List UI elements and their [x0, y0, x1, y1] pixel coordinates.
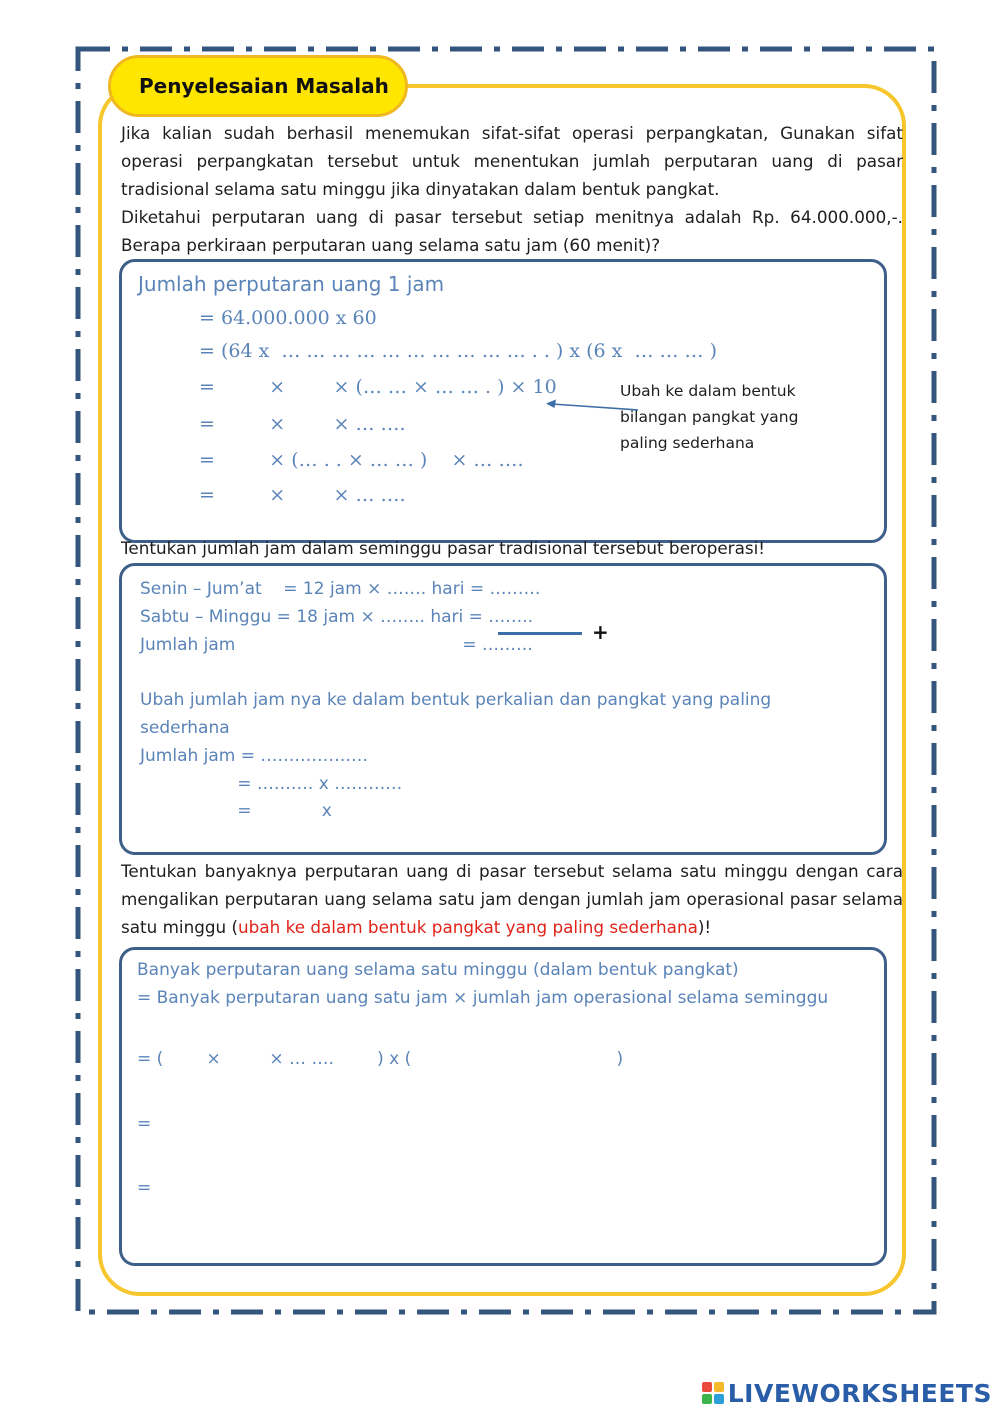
- hint-note-line-1: Ubah ke dalam bentuk: [620, 382, 796, 400]
- box2-instruction-2: sederhana: [140, 718, 230, 738]
- box3-line-2: = Banyak perputaran uang satu jam × jumlah jam operasional selama seminggu: [137, 988, 829, 1008]
- box2-calc-3: = x: [140, 801, 332, 821]
- answer-box-hours[interactable]: [119, 563, 887, 855]
- box1-line-2: = (64 x … … … … … … … … … … . . ) x (6 x … … … ): [199, 340, 718, 362]
- hint-note: [620, 378, 798, 456]
- box3-eq-3: =: [137, 1178, 152, 1198]
- intro-paragraph: Jika kalian sudah berhasil menemukan sifat-sifat operasi perpangkatan, Gunakan sifat operasi perpangkatan tersebut untuk menentukan jumlah perputaran uang di pasar tradisional selama satu minggu jika dinyatakan dalam bentuk pangkat.: [121, 123, 903, 199]
- sum-divider-line: [498, 632, 582, 635]
- question-hours-per-week: Tentukan jumlah jam dalam seminggu pasar tradisional tersebut beroperasi!: [121, 538, 765, 558]
- liveworksheets-logo[interactable]: [702, 1378, 992, 1408]
- logo-mark-icon: [702, 1382, 724, 1404]
- hint-note-line-3: paling sederhana: [620, 434, 755, 452]
- question3-red-text: ubah ke dalam bentuk pangkat yang paling sederhana: [238, 917, 698, 937]
- given-paragraph: Diketahui perputaran uang di pasar tersebut setiap menitnya adalah Rp. 64.000.000,-. Berapa perkiraan perputaran uang selama satu jam (60 menit)?: [121, 207, 903, 255]
- box1-line-4: = × × … ….: [199, 413, 406, 435]
- box1-line-1: = 64.000.000 x 60: [199, 307, 377, 329]
- hint-note-line-2: bilangan pangkat yang: [620, 408, 799, 426]
- box2-weekday-line: Senin – Jum’at = 12 jam × ……. hari = ………: [140, 579, 541, 599]
- box3-eq-1: = ( × × … …. ) x ( ): [137, 1049, 624, 1069]
- plus-sign: +: [592, 620, 609, 644]
- box2-calc-2: = ………. x …………: [140, 774, 403, 794]
- answer-box-weekly[interactable]: [119, 947, 887, 1266]
- box1-line-3: = × × (… … × … … . ) × 10: [199, 376, 557, 398]
- question3-end: )!: [697, 917, 712, 937]
- question3-text: Tentukan banyaknya perputaran uang di pasar tersebut selama satu minggu dengan cara mengalikan perputaran uang selama satu jam dengan jumlah jam operasional pasar selama satu minggu (: [121, 861, 903, 937]
- box3-eq-2: =: [137, 1114, 152, 1134]
- box1-line-6: = × × … ….: [199, 484, 406, 506]
- box1-line-5: = × (… . . × … … ) × … ….: [199, 449, 524, 471]
- box2-calc-1: Jumlah jam = ……………….: [140, 746, 368, 766]
- section-title: Penyelesaian Masalah: [108, 55, 408, 117]
- box2-weekend-line: Sabtu – Minggu = 18 jam × …….. hari = ……..: [140, 607, 534, 627]
- logo-text: LIVEWORKSHEETS: [727, 1378, 992, 1408]
- box1-heading: Jumlah perputaran uang 1 jam: [138, 272, 445, 296]
- box3-line-1: Banyak perputaran uang selama satu minggu (dalam bentuk pangkat): [137, 960, 739, 980]
- question-weekly-total: [121, 857, 903, 941]
- answer-box-hourly[interactable]: [119, 259, 887, 543]
- box2-total-line: Jumlah jam = ………: [140, 635, 533, 655]
- box2-instruction-1: Ubah jumlah jam nya ke dalam bentuk perkalian dan pangkat yang paling: [140, 690, 772, 710]
